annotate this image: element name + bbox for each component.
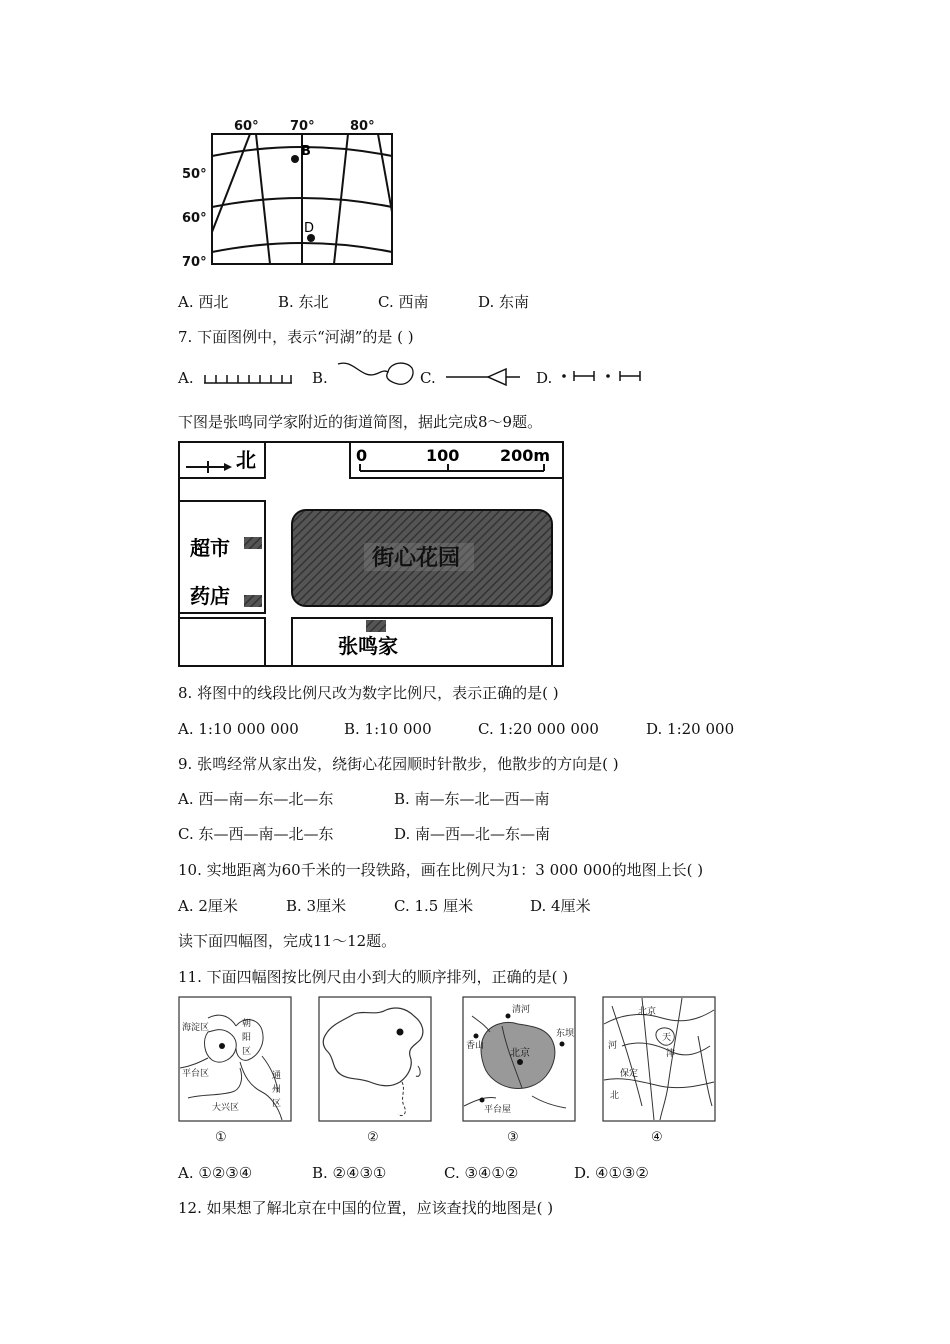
lon-label-70: 70° (290, 119, 315, 134)
q8-option-d: D. 1:20 000 (646, 720, 735, 738)
q9-option-c: C. 东—西—南—北—东 (178, 825, 334, 843)
legend-a-symbol (202, 370, 294, 386)
q10-option-c: C. 1.5 厘米 (394, 897, 474, 915)
north-label: 北 (236, 448, 256, 472)
map-4-region (602, 996, 716, 1126)
map3-fengtaichang: 平台屋 (484, 1105, 512, 1115)
map4-beijing: 北京 (638, 1007, 657, 1017)
map-2-china (318, 996, 432, 1126)
map4-bei: 北 (610, 1091, 620, 1101)
q9-question: 9. 张鸣经常从家出发，绕街心花园顺时针散步，他散步的方向是( ) (178, 755, 619, 773)
map-3-beijing-city (462, 996, 576, 1126)
lat-label-70: 70° (182, 255, 207, 270)
map3-qinghe: 清河 (512, 1005, 531, 1015)
map1-haidian: 海淀区 (182, 1023, 210, 1033)
q7-label-a: A. (178, 369, 194, 387)
lon-label-60: 60° (234, 119, 259, 134)
q7-label-c: C. (420, 369, 436, 387)
intro-8-9: 下图是张鸣同学家附近的街道简图，据此完成8～9题。 (178, 413, 543, 431)
map1-chaoyang-3: 区 (242, 1047, 252, 1057)
q9-option-d: D. 南—西—北—东—南 (394, 825, 551, 843)
q12-question: 12. 如果想了解北京在中国的位置，应该查找的地图是( ) (178, 1199, 554, 1217)
q9-option-b: B. 南—东—北—西—南 (394, 790, 550, 808)
map1-daxing: 大兴区 (212, 1103, 240, 1113)
q10-question: 10. 实地距离为60千米的一段铁路，画在比例尺为1：3 000 000的地图上长( ) (178, 861, 704, 879)
q8-option-b: B. 1:10 000 (344, 720, 432, 738)
map1-fengtai: 平台区 (182, 1069, 210, 1079)
legend-b-river-lake-symbol (336, 356, 416, 390)
map4-baoding: 保定 (620, 1069, 639, 1079)
scale-label-100: 100 (426, 446, 460, 465)
home-label: 张鸣家 (338, 634, 398, 658)
street-map (178, 441, 564, 667)
map-4-number: ④ (651, 1130, 663, 1145)
q6-option-a: A. 西北 (178, 293, 229, 311)
map1-chaoyang-1: 朝 (242, 1019, 252, 1029)
q6-option-b: B. 东北 (278, 293, 329, 311)
q11-option-d: D. ④①③② (574, 1164, 649, 1182)
q7-label-d: D. (536, 369, 553, 387)
map-2-number: ② (367, 1130, 379, 1145)
q10-option-b: B. 3厘米 (286, 897, 347, 915)
map3-dongba: 东坝 (556, 1029, 575, 1039)
pharmacy-label: 药店 (190, 584, 230, 608)
scale-label-200m: 200m (500, 446, 551, 465)
q6-option-d: D. 东南 (478, 293, 530, 311)
q8-option-c: C. 1:20 000 000 (478, 720, 599, 738)
map1-tongzhou-2: 州 (272, 1085, 282, 1095)
supermarket-label: 超市 (190, 536, 230, 560)
q7-label-b: B. (312, 369, 328, 387)
graticule-map (178, 112, 400, 270)
lat-label-50: 50° (182, 167, 207, 182)
map4-tian: 天 (662, 1033, 672, 1043)
legend-d-symbol (560, 366, 644, 386)
q9-option-a: A. 西—南—东—北—东 (178, 790, 334, 808)
map3-xiangshan: 香山 (466, 1041, 485, 1051)
park-label: 街心花园 (372, 546, 461, 571)
q6-option-c: C. 西南 (378, 293, 429, 311)
point-d-label: D (304, 221, 315, 236)
q7-question: 7. 下面图例中，表示“河湖”的是 ( ) (178, 328, 414, 346)
q11-option-a: A. ①②③④ (178, 1164, 253, 1182)
map1-tongzhou-3: 区 (272, 1099, 282, 1109)
q10-option-d: D. 4厘米 (530, 897, 591, 915)
map-1-number: ① (215, 1130, 227, 1145)
map4-he: 河 (608, 1041, 618, 1051)
q11-option-c: C. ③④①② (444, 1164, 519, 1182)
q8-option-a: A. 1:10 000 000 (178, 720, 299, 738)
q11-option-b: B. ②④③① (312, 1164, 387, 1182)
map-3-number: ③ (507, 1130, 519, 1145)
map1-chaoyang-2: 阳 (242, 1033, 252, 1043)
map3-beijing: 北京 (510, 1048, 530, 1059)
point-b-label: B (301, 144, 311, 159)
q11-question: 11. 下面四幅图按比例尺由小到大的顺序排列，正确的是( ) (178, 968, 569, 986)
scale-label-0: 0 (356, 446, 368, 465)
map-1-beijing-districts (178, 996, 292, 1126)
lat-label-60: 60° (182, 211, 207, 226)
intro-11-12: 读下面四幅图，完成11～12题。 (178, 932, 397, 950)
map4-jin: 津 (666, 1049, 676, 1059)
legend-c-symbol (444, 366, 522, 388)
lon-label-80: 80° (350, 119, 375, 134)
map1-tongzhou-1: 通 (272, 1071, 282, 1081)
q10-option-a: A. 2厘米 (178, 897, 238, 915)
q8-question: 8. 将图中的线段比例尺改为数字比例尺，表示正确的是( ) (178, 684, 559, 702)
